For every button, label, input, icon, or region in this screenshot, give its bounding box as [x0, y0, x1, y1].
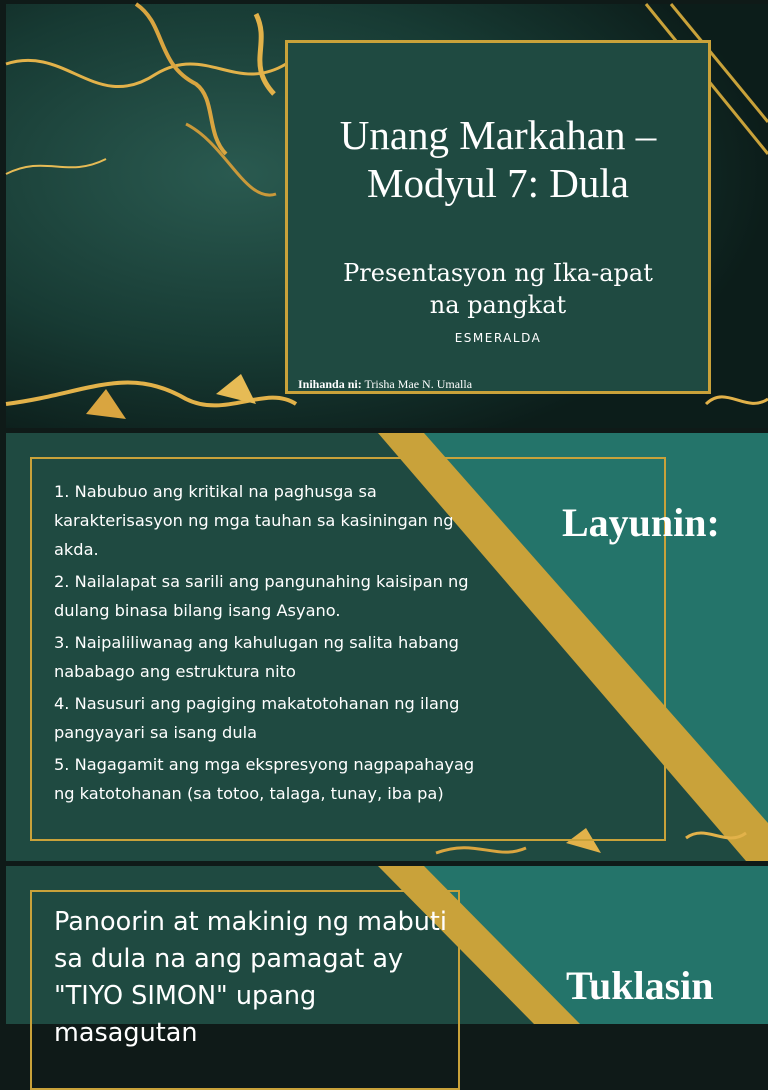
objective-item: 4. Nasusuri ang pagiging makatotohanan ng ilang pangyayari sa isang dula [54, 694, 460, 742]
title-line-2: Modyul 7: Dula [367, 160, 629, 206]
title-line-1: Unang Markahan – [339, 112, 657, 158]
objectives-slide[interactable] [6, 433, 768, 861]
prepared-by [298, 377, 472, 392]
slide-subtitle [288, 257, 708, 321]
instruction-text: Panoorin at makinig ng mabuti sa dula na ang pamagat ay "TIYO SIMON" upang masagutan [54, 907, 447, 1048]
objective-item: 1. Nabubuo ang kritikal na paghusga sa karakterisasyon ng mga tauhan sa kasiningan ng akda. [54, 482, 454, 559]
subtitle-line-1: Presentasyon ng Ika-apat [343, 259, 653, 287]
objectives-heading: Layunin: [562, 500, 720, 545]
objective-item: 3. Naipaliliwanag ang kahulugan ng salita habang nababago ang estruktura nito [54, 633, 459, 681]
group-name: ESMERALDA [454, 331, 542, 345]
objective-item: 2. Nailalapat sa sarili ang pangunahing kaisipan ng dulang binasa bilang isang Asyano. [54, 572, 469, 620]
prepared-by-label: Inihanda ni: [298, 377, 362, 391]
discover-heading: Tuklasin [566, 963, 714, 1008]
objectives-list [54, 477, 494, 811]
objective-item: 5. Nagagamit ang mga ekspresyong nagpapahayag ng katotohanan (sa totoo, talaga, tunay, iba pa) [54, 755, 475, 803]
title-box [285, 40, 711, 394]
subtitle-line-2: na pangkat [429, 291, 567, 319]
instruction-box [30, 890, 460, 1090]
prepared-by-name: Trisha Mae N. Umalla [364, 377, 473, 391]
discover-slide[interactable] [6, 866, 768, 1048]
slide-title [288, 111, 708, 207]
title-slide[interactable] [6, 4, 768, 428]
